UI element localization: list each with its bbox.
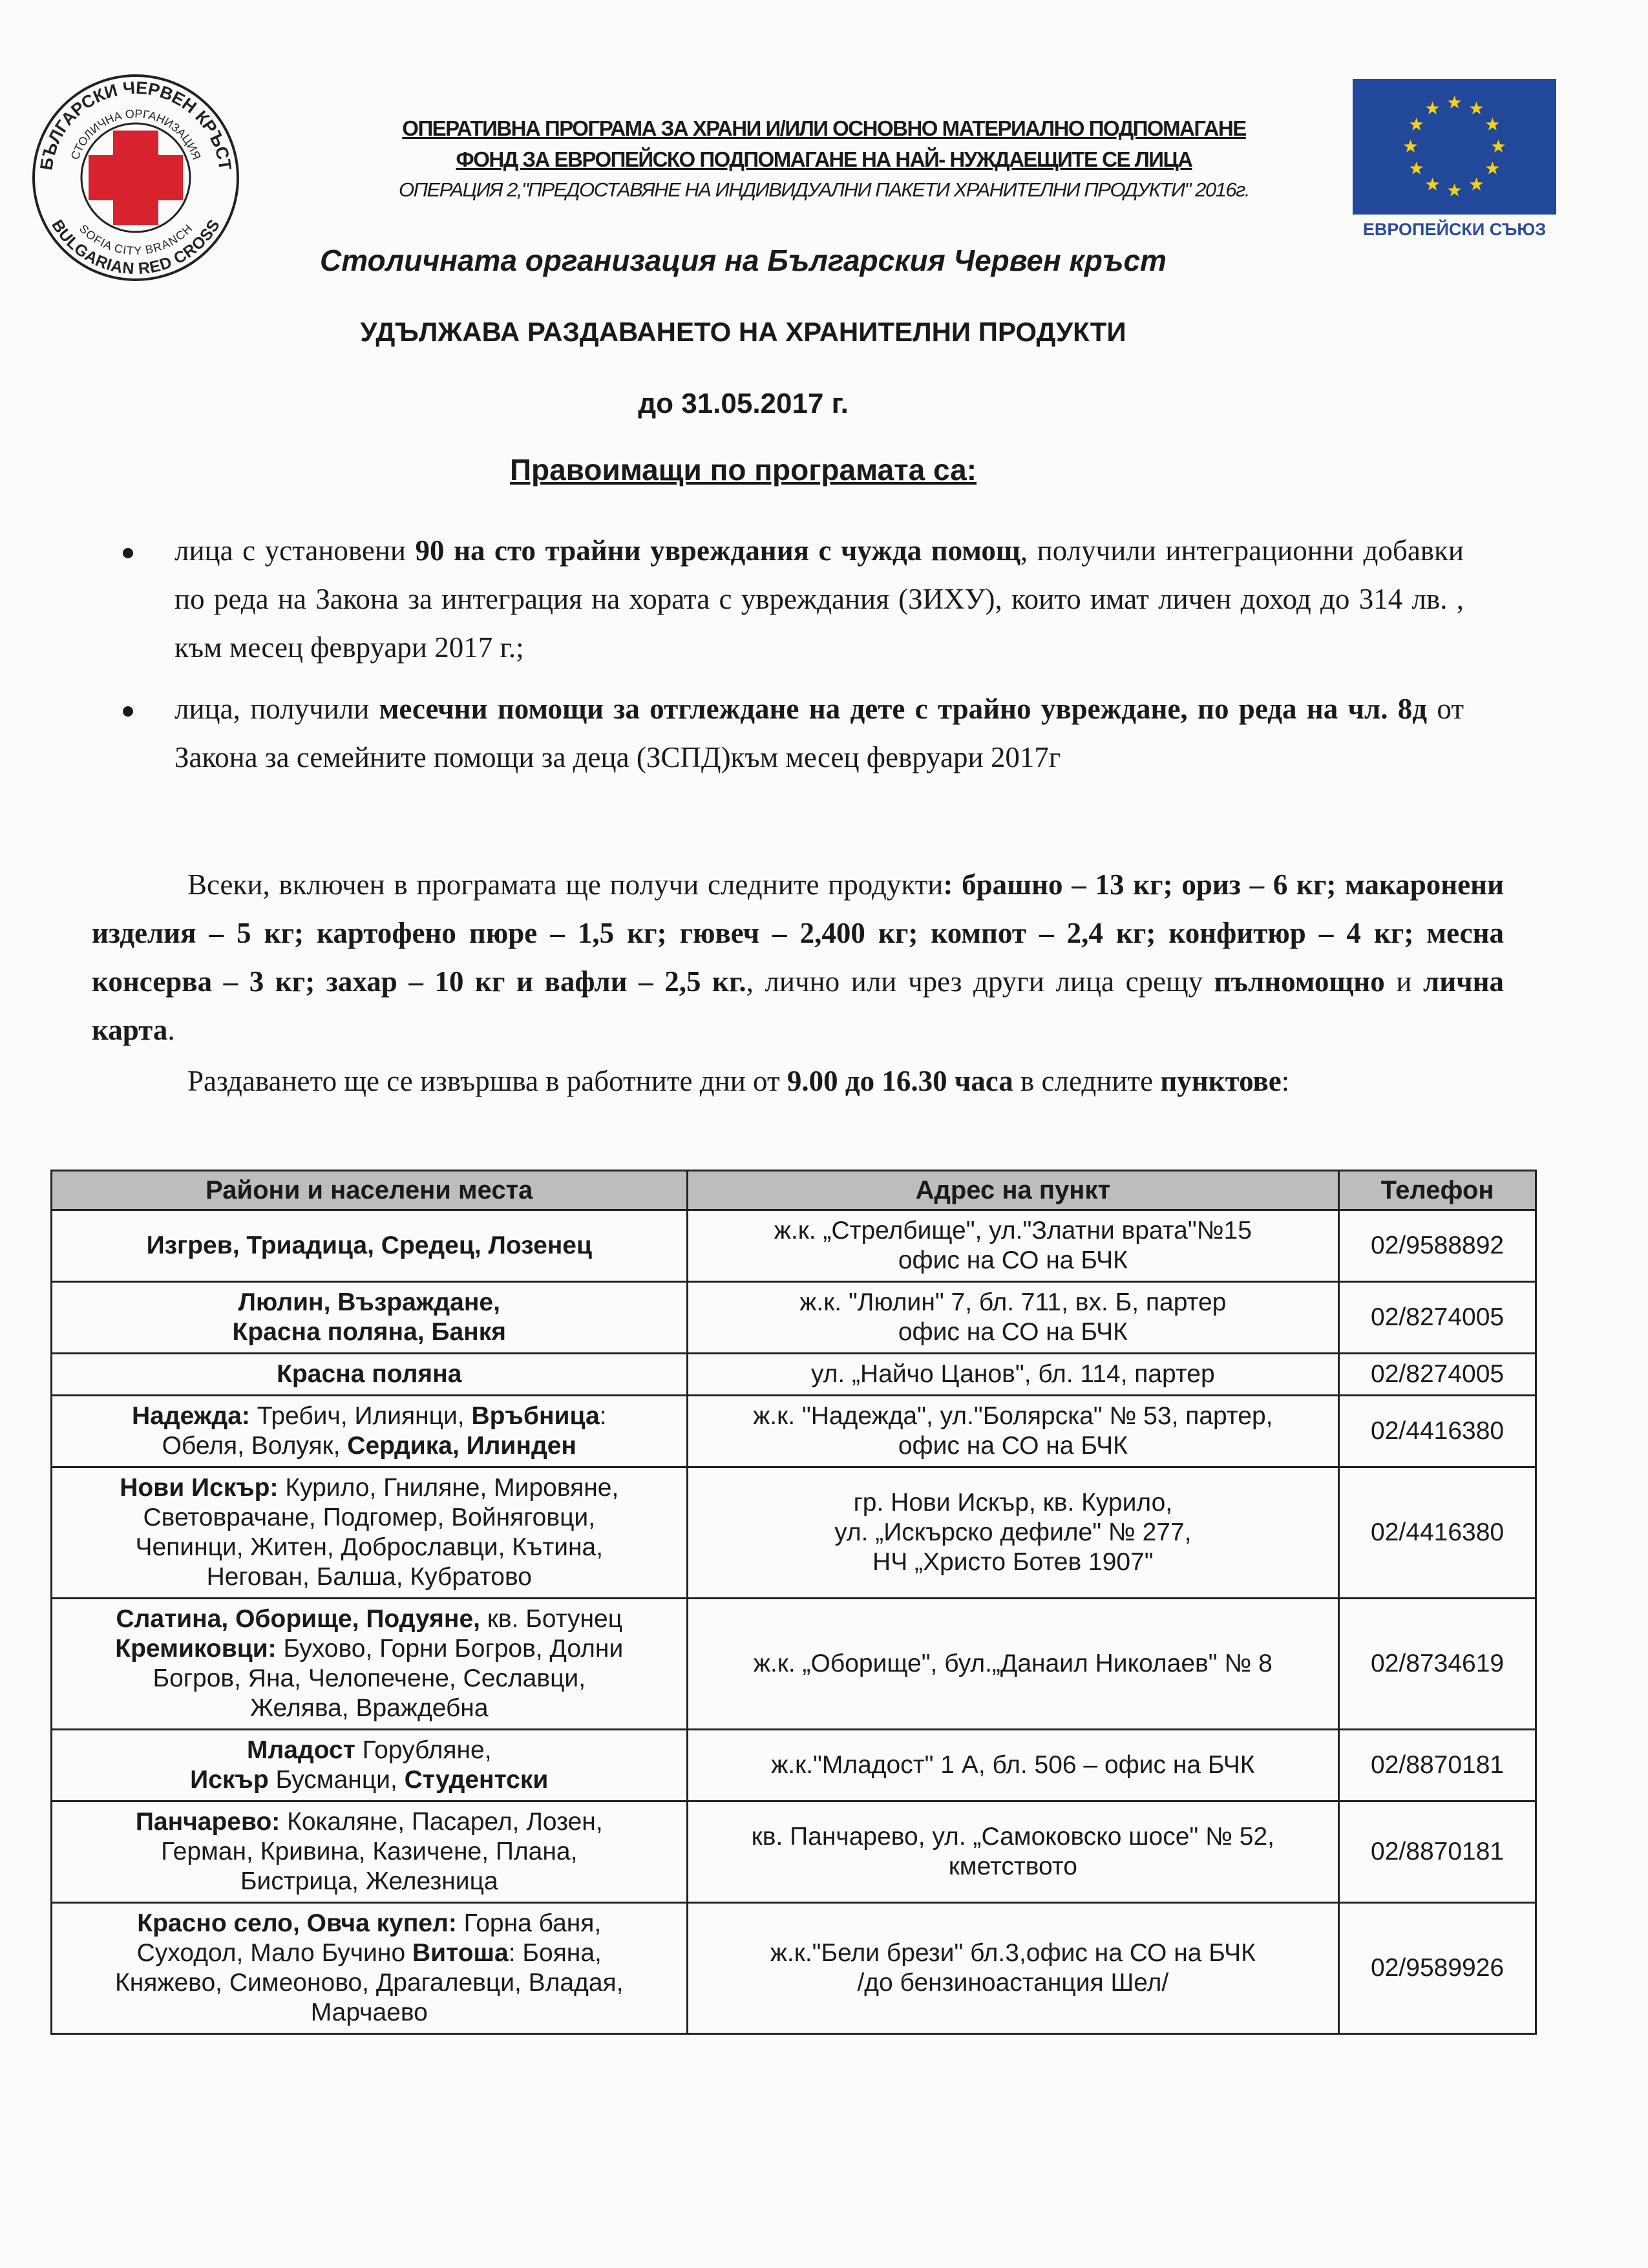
area-text: Искър	[190, 1766, 269, 1794]
phone-cell: 02/4416380	[1339, 1467, 1536, 1599]
phone-cell: 02/8274005	[1339, 1282, 1536, 1354]
address-cell	[687, 1210, 1339, 1282]
bold-span: 9.00 до 16.30 часа	[787, 1065, 1013, 1097]
phone-cell: 02/4416380	[1339, 1396, 1536, 1467]
area-text: Красна поляна	[277, 1360, 462, 1388]
seal-outer-bottom-text: BULGARIAN RED CROSS	[48, 216, 224, 278]
area-text: Горубляне,	[355, 1736, 492, 1764]
area-text: Бусманци,	[268, 1766, 405, 1794]
area-text: Нови Искър:	[120, 1474, 279, 1502]
address-line: гр. Нови Искър, кв. Курило,	[853, 1489, 1173, 1517]
area-cell	[52, 1903, 688, 2034]
distribution-paragraph	[92, 1057, 1504, 1106]
address-line: офис на СО на БЧК	[898, 1432, 1128, 1460]
address-line: офис на СО на БЧК	[898, 1318, 1128, 1346]
address-cell	[687, 1354, 1339, 1396]
address-line: ж.к. „Стрелбище", ул."Златни врата"№15	[774, 1217, 1252, 1244]
phone-cell: 02/9588892	[1339, 1210, 1536, 1282]
text-span: , получили интеграционни добавки по реда на Закона за интеграция на хората с увреждания (ЗИХУ), които имат личен доход до 314 лв. , към месец февруари 2017 г.;	[174, 534, 1464, 664]
address-cell	[687, 1467, 1339, 1599]
address-line: офис на СО на БЧК	[898, 1246, 1128, 1274]
area-text: Суходол, Мало Бучино	[136, 1939, 412, 1967]
address-cell	[687, 1903, 1339, 2034]
address-cell	[687, 1599, 1339, 1730]
header-address: Адрес на пункт	[687, 1171, 1339, 1210]
address-line: ж.к."Бели брези" бл.3,офис на СО на БЧК	[770, 1939, 1256, 1967]
table-row	[52, 1903, 1536, 2034]
area-text: Обеля, Волуяк,	[162, 1432, 348, 1460]
phone-cell: 02/8870181	[1339, 1730, 1536, 1801]
text-span: в следните	[1013, 1065, 1161, 1097]
address-line: ж.к. "Надежда", ул."Болярска" № 53, партер,	[753, 1402, 1273, 1430]
address-cell	[687, 1396, 1339, 1467]
area-text: : Бояна,	[508, 1939, 602, 1967]
area-text: Люлин, Възраждане,	[238, 1288, 500, 1316]
area-text: Горна баня,	[456, 1909, 602, 1937]
area-text: Желява, Враждебна	[250, 1694, 489, 1722]
area-text: Изгрев, Триадица, Средец, Лозенец	[146, 1232, 592, 1259]
address-line: НЧ „Христо Ботев 1907"	[872, 1548, 1154, 1576]
area-cell	[52, 1730, 688, 1801]
area-cell	[52, 1210, 688, 1282]
bold-span: : брашно – 13 кг; ориз – 6 кг; макаронени изделия – 5 кг; картофено пюре – 1,5 кг; гювеч – 2,400 кг; компот – 2,4 кг; конфитюр – 4 кг; месна консерва – 3 кг; захар – 10 кг и вафли – 2,5 кг.	[92, 868, 1504, 998]
area-text: Негован, Балша, Кубратово	[206, 1563, 532, 1591]
text-span: Всеки, включен в програмата ще получи следните продукти	[187, 868, 944, 901]
area-text: Надежда:	[132, 1402, 250, 1430]
area-text: Панчарево:	[135, 1808, 280, 1836]
table-row	[52, 1210, 1536, 1282]
area-text: Требич, Илиянци,	[249, 1402, 472, 1430]
eligibility-item-disability	[174, 527, 1464, 672]
table-row	[52, 1467, 1536, 1599]
bold-span: 90 на сто трайни увреждания с чужда помощ	[415, 534, 1020, 567]
address-line: ул. „Искърско дефиле" № 277,	[834, 1518, 1192, 1546]
bold-span: месечни помощи за отглеждане на дете с трайно увреждане, по реда на чл. 8д	[379, 693, 1428, 725]
area-text: Бистрица, Железница	[240, 1867, 498, 1895]
area-text: :	[599, 1402, 607, 1430]
phone-cell: 02/8734619	[1339, 1599, 1536, 1730]
address-line: ж.к. „Оборище", бул.„Данаил Николаев" № 8	[753, 1650, 1273, 1677]
bullet-icon	[123, 706, 133, 717]
area-text: Студентски	[404, 1766, 549, 1794]
main-heading: УДЪЛЖАВА РАЗДАВАНЕТО НА ХРАНИТЕЛНИ ПРОДУКТИ	[360, 317, 1126, 347]
text-span: лица с установени	[174, 534, 416, 567]
area-text: Кремиковци:	[115, 1635, 277, 1663]
address-line: кметството	[948, 1853, 1077, 1880]
area-cell	[52, 1354, 688, 1396]
table-row	[52, 1396, 1536, 1467]
program-line-3: ОПЕРАЦИЯ 2,"ПРЕДОСТАВЯНЕ НА ИНДИВИДУАЛНИ ПАКЕТИ ХРАНИТЕЛНИ ПРОДУКТИ" 2016г.	[398, 178, 1250, 201]
seal-inner-bottom-text: SOFIA CITY BRANCH	[76, 222, 195, 258]
address-cell	[687, 1730, 1339, 1801]
phone-cell: 02/9589926	[1339, 1903, 1536, 2034]
area-text: Княжево, Симеоново, Драгалевци, Владая,	[115, 1969, 624, 1997]
deadline-date: до 31.05.2017 г.	[638, 388, 849, 419]
area-text: Красно село, Овча купел:	[137, 1909, 457, 1937]
area-cell	[52, 1396, 688, 1467]
distribution-points-table	[50, 1170, 1537, 2035]
address-cell	[687, 1282, 1339, 1354]
text-span: :	[1281, 1065, 1290, 1097]
program-line-2: ФОНД ЗА ЕВРОПЕЙСКО ПОДПОМАГАНЕ НА НАЙ- НУЖДАЕЩИТЕ СЕ ЛИЦА	[456, 147, 1192, 171]
table-row	[52, 1282, 1536, 1354]
bullet-icon	[123, 548, 133, 558]
address-line: ж.к."Младост" 1 А, бл. 506 – офис на БЧК	[771, 1751, 1255, 1779]
area-text: Слатина, Оборище, Подуяне,	[116, 1605, 480, 1633]
area-text: Бухово, Горни Богров, Долни	[276, 1635, 624, 1663]
organization-title: Столичната организация на Българския Червен кръст	[320, 244, 1167, 277]
area-text: Красна поляна, Банкя	[232, 1318, 507, 1346]
text-span: Раздаването ще се извършва в работните дни от	[187, 1065, 787, 1097]
address-line: ж.к. "Люлин" 7, бл. 711, вх. Б, партер	[799, 1288, 1227, 1316]
address-line: /до бензиноастанция Шел/	[857, 1969, 1169, 1997]
bold-span: лична карта	[92, 965, 1504, 1046]
area-text: Световрачане, Подгомер, Войняговци,	[143, 1504, 596, 1531]
program-line-1: ОПЕРАТИВНА ПРОГРАМА ЗА ХРАНИ И/ИЛИ ОСНОВНО МАТЕРИАЛНО ПОДПОМАГАНЕ	[402, 116, 1246, 140]
address-line: кв. Панчарево, ул. „Самоковско шосе" № 52,	[751, 1823, 1274, 1851]
phone-cell: 02/8870181	[1339, 1801, 1536, 1903]
header-phone: Телефон	[1339, 1171, 1536, 1210]
area-text: Чепинци, Житен, Доброславци, Кътина,	[135, 1533, 604, 1561]
area-text: Марчаево	[310, 1999, 428, 2026]
area-text: Курило, Гниляне, Мировяне,	[278, 1474, 619, 1502]
address-line: ул. „Найчо Цанов", бл. 114, партер	[810, 1360, 1215, 1388]
table-row	[52, 1801, 1536, 1903]
address-cell	[687, 1801, 1339, 1903]
area-text: Връбница	[471, 1402, 600, 1430]
area-cell	[52, 1282, 688, 1354]
text-span: .	[167, 1014, 175, 1046]
table-body	[52, 1210, 1536, 2034]
eligibility-heading: Правоимащи по програмата са:	[509, 453, 977, 487]
bold-span: пълномощно	[1214, 965, 1385, 998]
text-span: лица, получили	[174, 693, 379, 725]
eu-label: ЕВРОПЕЙСКИ СЪЮЗ	[1362, 220, 1547, 239]
text-span: от Закона за семейните помощи за деца (ЗСПД)към месец февруари 2017г	[174, 693, 1464, 773]
header-areas: Райони и населени места	[52, 1171, 688, 1210]
text-span: , лично или чрез други лица срещу	[746, 965, 1214, 998]
table-row	[52, 1599, 1536, 1730]
area-text: Витоша	[412, 1939, 509, 1967]
area-text: кв. Ботунец	[480, 1605, 623, 1633]
text-span: и	[1384, 965, 1424, 998]
area-cell	[52, 1801, 688, 1903]
eligibility-item-child-care	[174, 685, 1464, 782]
seal-outer-top-text: БЪЛГАРСКИ ЧЕРВЕН КРЪСТ	[36, 78, 235, 172]
area-text: Герман, Кривина, Казичене, Плана,	[161, 1838, 578, 1865]
area-cell	[52, 1467, 688, 1599]
seal-inner-top-text: СТОЛИЧНА ОРГАНИЗАЦИЯ	[68, 107, 204, 162]
table-row	[52, 1354, 1536, 1396]
phone-cell: 02/8274005	[1339, 1354, 1536, 1396]
area-text: Кокаляне, Пасарел, Лозен,	[280, 1808, 603, 1836]
table-header-row	[52, 1171, 1536, 1210]
area-text: Младост	[246, 1736, 355, 1764]
table-row	[52, 1730, 1536, 1801]
area-text: Сердика, Илинден	[347, 1432, 576, 1460]
bold-span: пунктове	[1160, 1065, 1282, 1097]
products-paragraph	[92, 861, 1504, 1055]
area-text: Богров, Яна, Челопечене, Сеславци,	[153, 1664, 586, 1692]
area-cell	[52, 1599, 688, 1730]
